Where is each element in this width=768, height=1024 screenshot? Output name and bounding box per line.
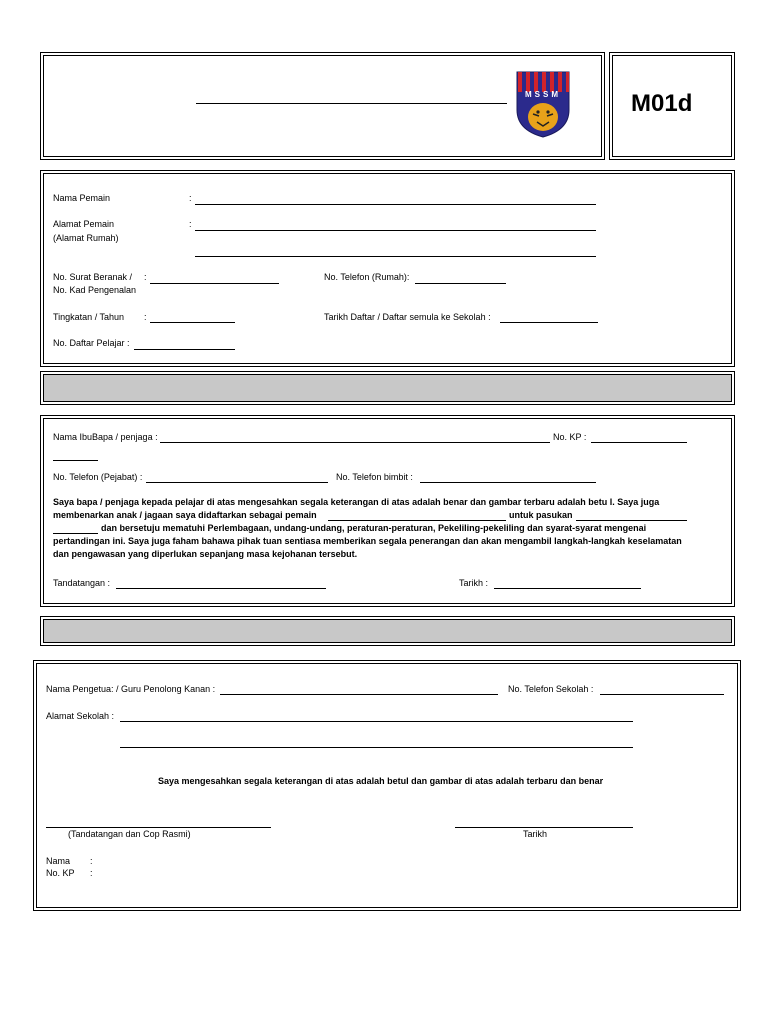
school-phone-field[interactable] <box>600 694 724 695</box>
sign-stamp-label: (Tandatangan dan Cop Rasmi) <box>68 829 191 839</box>
home-phone-label: No. Telefon (Rumah): <box>324 272 410 282</box>
declaration-line-5: dan pengawasan yang diperlukan sepanjang masa kejohanan tersebut. <box>53 549 358 559</box>
section-divider-bar-2 <box>40 616 735 646</box>
mobile-phone-label: No. Telefon bimbit : <box>336 472 413 482</box>
mobile-phone-field[interactable] <box>420 482 596 483</box>
parent-name-label: Nama IbuBapa / penjaga : <box>53 432 158 442</box>
signer-name-colon: : <box>90 856 93 866</box>
parent-kp-label: No. KP : <box>553 432 587 442</box>
declaration-line-1: Saya bapa / penjaga kepada pelajar di atas mengesahkan segala keterangan di atas adalah benar dan gambar terbaru adalah betu l. Saya juga <box>53 497 660 507</box>
office-phone-field[interactable] <box>146 482 328 483</box>
declaration-line-2a: membenarkan anak / jagaan saya didaftarkan sebagai pemain <box>53 510 317 520</box>
player-address-colon: : <box>189 219 192 229</box>
player-sport-field[interactable] <box>328 520 506 521</box>
birth-cert-colon: : <box>144 272 147 282</box>
ic-label: No. Kad Pengenalan <box>53 285 137 295</box>
parent-date-label: Tarikh : <box>459 578 489 588</box>
birth-cert-field[interactable] <box>150 283 279 284</box>
register-date-field[interactable] <box>500 322 598 323</box>
home-phone-field[interactable] <box>415 283 506 284</box>
declaration-line-4: pertandingan ini. Saya juga faham bahawa pihak tuan sentiasa memberikan segala penerangan dan akan mengambil langkah-langkah keselamatan <box>53 536 682 546</box>
player-address-field-1[interactable] <box>195 230 596 231</box>
parent-date-field[interactable] <box>494 588 641 589</box>
school-address-field-1[interactable] <box>120 721 633 722</box>
school-address-field-2[interactable] <box>120 747 633 748</box>
student-no-label: No. Daftar Pelajar : <box>53 338 130 348</box>
declaration-line-3: dan bersetuju mematuhi Perlembagaan, undang-undang, peraturan-peraturan, Pekeliling-pekeliling dan syarat-syarat mengenai <box>101 523 647 533</box>
school-confirm-text: Saya mengesahkan segala keterangan di atas adalah betul dan gambar di atas adalah terbaru dan benar <box>158 776 604 786</box>
parent-signature-label: Tandatangan : <box>53 578 111 588</box>
principal-name-field[interactable] <box>220 694 498 695</box>
signer-kp-label: No. KP <box>46 868 75 878</box>
player-name-colon: : <box>189 193 192 203</box>
school-date-field[interactable] <box>455 827 633 828</box>
logo-text: MSSM <box>525 90 561 99</box>
team-field-cont[interactable] <box>53 533 98 534</box>
parent-kp-field[interactable] <box>591 442 687 443</box>
school-date-label: Tarikh <box>523 829 548 839</box>
player-address-sub-label: (Alamat Rumah) <box>53 233 119 243</box>
section-divider-bar-1 <box>40 371 735 405</box>
form-year-colon: : <box>144 312 147 322</box>
parent-name-field[interactable] <box>160 442 550 443</box>
parent-kp-field-cont[interactable] <box>53 460 98 461</box>
signer-name-label: Nama <box>46 856 71 866</box>
player-address-label: Alamat Pemain <box>53 219 115 229</box>
title-field-line[interactable] <box>196 103 507 104</box>
office-phone-label: No. Telefon (Pejabat) : <box>53 472 143 482</box>
signer-kp-colon: : <box>90 868 93 878</box>
form-year-field[interactable] <box>150 322 235 323</box>
school-phone-label: No. Telefon Sekolah : <box>508 684 594 694</box>
form-code: M01d <box>631 90 693 117</box>
school-address-label: Alamat Sekolah : <box>46 711 115 721</box>
declaration-line-2b: untuk pasukan <box>509 510 573 520</box>
register-date-label: Tarikh Daftar / Daftar semula ke Sekolah : <box>324 312 491 322</box>
mssm-logo <box>515 70 571 138</box>
form-year-label: Tingkatan / Tahun <box>53 312 125 322</box>
birth-cert-label: No. Surat Beranak / <box>53 272 133 282</box>
principal-name-label: Nama Pengetua: / Guru Penolong Kanan : <box>46 684 216 694</box>
player-address-field-2[interactable] <box>195 256 596 257</box>
player-section <box>40 170 735 367</box>
principal-signature-field[interactable] <box>46 827 271 828</box>
team-field[interactable] <box>576 520 687 521</box>
student-no-field[interactable] <box>134 349 235 350</box>
player-name-label: Nama Pemain <box>53 193 111 203</box>
player-name-field[interactable] <box>195 204 596 205</box>
parent-signature-field[interactable] <box>116 588 326 589</box>
